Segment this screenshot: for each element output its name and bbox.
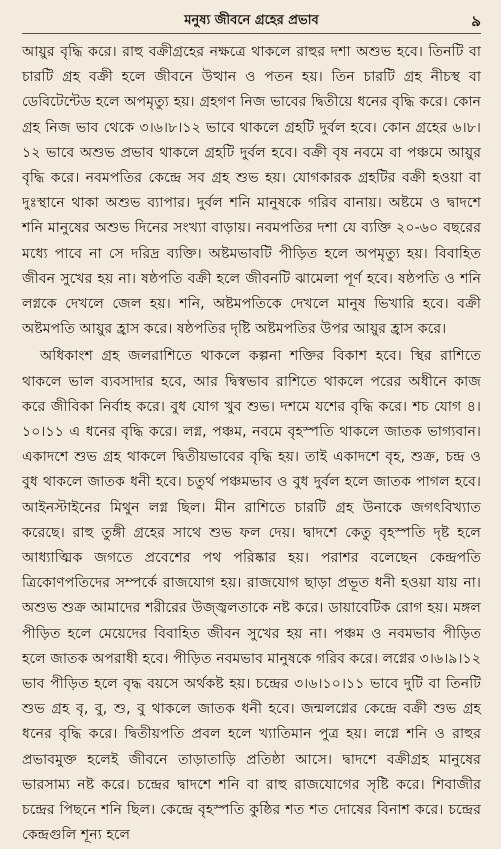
paragraph: অধিকাংশ গ্রহ জলরাশিতে থাকলে কল্পনা শক্তির বিকাশ হবে। স্থির রাশিতে থাকলে ভাল ব্যবসাদার হবে, আর দ্বিস্বভাব রাশিতে থাকলে পরের অধীনে কাজ করে জীবিকা নির্বাহ করে। বুধ যোগ খুব শুভ। দশমে যশের বৃদ্ধি করে। শচ যোগ ৪।১০।১১ এ ধনের বৃদ্ধি করে। লগ্ন, পঞ্চম, নবমে বৃহস্পতি থাকলে জাতক ভাগ্যবান। একাদশে শুভ গ্রহ থাকলে দ্বিতীয়ভাবের বৃদ্ধি হয়। তাই একাদশে বৃহ, শুক্র, চন্দ্র ও বুধ থাকলে জাতক ধনী হবে। চতুর্থ পঞ্চমভাব ও বুধ দুর্বল হলে জাতক পাগল হবে। আইনস্টাইনের মিথুন লগ্ন ছিল। মীন রাশিতে চারটি গ্রহ উনাকে জগৎবিখ্যাত করেছে। রাহু তুঙ্গী গ্রহের সাথে শুভ ফল দেয়। দ্বাদশে কেতু বৃহস্পতি দৃষ্ট হলে আধ্যাত্মিক জগতে প্রবেশের পথ পরিষ্কার হয়। পরাশর বলেছেন কেন্দ্রপতি ত্রিকোণপতিদের সম্পর্কে রাজযোগ হয়। রাজযোগ ছাড়া প্রভূত ধনী হওয়া যায় না। অশুভ শুক্র আমাদের শরীরের উজ্জ্বলতাকে নষ্ট করে। ডায়াবেটিক রোগ হয়। মঙ্গল পীড়িত হলে মেয়েদের বিবাহিত জীবন সুখের হয় না। পঞ্চম ও নবমভাব পীড়িত হলে জাতক অপরাধী হবে। পীড়িত নবমভাব মানুষকে গরিব করে। লগ্নের ৩।৬।৯।১২ ভাব পীড়িত হলে বৃদ্ধ বয়সে অর্থকষ্ট হয়। চন্দ্রের ৩।৬।১০।১১ ভাবে দুটি বা তিনটি শুভ গ্রহ বৃ, বু, শু, বু থাকলে জাতক ধনী হবে। জন্মলগ্নের কেন্দ্রে বক্রী শুভ গ্রহ ধনের বৃদ্ধি করে। দ্বিতীয়পতি প্রবল হলে খ্যাতিমান পুত্র হয়। লগ্নে শনি ও রাহুর প্রভাবমুক্ত হলেই জীবনে তাড়াতাড়ি প্রতিষ্ঠা আসে। দ্বাদশে বক্রীগ্রহ মানুষের ভারসাম্য নষ্ট করে। চন্দ্রের দ্বাদশে শনি বা রাহু রাজযোগের সৃষ্টি করে। শিবাজীর চন্দ্রের পিছনে শনি ছিল। কেন্দ্রে বৃহস্পতি কুষ্ঠির শত শত দোষের বিনাশ করে। চন্দ্রের কেন্দ্রগুলি শূন্য হলে bbox=[22, 348, 481, 844]
page-number: ৯ bbox=[471, 12, 481, 30]
page-header bbox=[22, 8, 481, 30]
page-title: মনুষ্য জীবনে গ্রহের প্রভাব bbox=[184, 13, 319, 28]
header-divider bbox=[22, 33, 481, 34]
body-text bbox=[22, 40, 481, 849]
paragraph: আয়ুর বৃদ্ধি করে। রাহু বক্রীগ্রহের নক্ষত্রে থাকলে রাহুর দশা অশুভ হবে। তিনটি বা চারটি গ্রহ বক্রী হলে জীবনে উত্থান ও পতন হয়। তিন চারটি গ্রহ নীচস্থ বা ডেবিটেন্টেড হলে অপমৃত্যু হয়। গ্রহগণ নিজ ভাবের দ্বিতীয়ে ধনের বৃদ্ধি করে। কোন গ্রহ নিজ ভাব থেকে ৩।৬।৮।১২ ভাবে থাকলে গ্রহটি দুর্বল হবে। কোন গ্রহের ৬।৮।১২ ভাবে অশুভ প্রভাব থাকলে গ্রহটি দুর্বল হবে। বক্রী বৃষ নবমে বা পঞ্চমে আয়ুর বৃদ্ধি করে। নবমপতির কেন্দ্রে সব গ্রহ শুভ হয়। যোগকারক গ্রহটির বক্রী হওয়া বা দুঃস্থানে থাকা অশুভ ব্যাপার। দুর্বল শনি মানুষকে গরিব বানায়। অষ্টমে ও দ্বাদশে শনি মানুষের অশুভ দিনের সংখ্যা বাড়ায়। নবমপতির দশা যে ব্যক্তি ২০-৬০ বছরের মধ্যে পাবে না সে দরিদ্র ব্যক্তি। অষ্টমভাবটি পীড়িত হলে অপমৃত্যু হয়। বিবাহিত জীবন সুখের হয় না। ষষ্ঠপতি বক্রী হলে জীবনটি ঝামেলা পূর্ণ হবে। ষষ্ঠপতি ও শনি লগ্নকে দেখলে জেল হয়। শনি, অষ্টমপতিকে দেখলে মানুষ ভিখারি হবে। বক্রী অষ্টমপতি আয়ুর হ্রাস করে। ষষ্ঠপতির দৃষ্টি অষ্টমপতির উপর আয়ুর হ্রাস করে। bbox=[22, 44, 481, 338]
